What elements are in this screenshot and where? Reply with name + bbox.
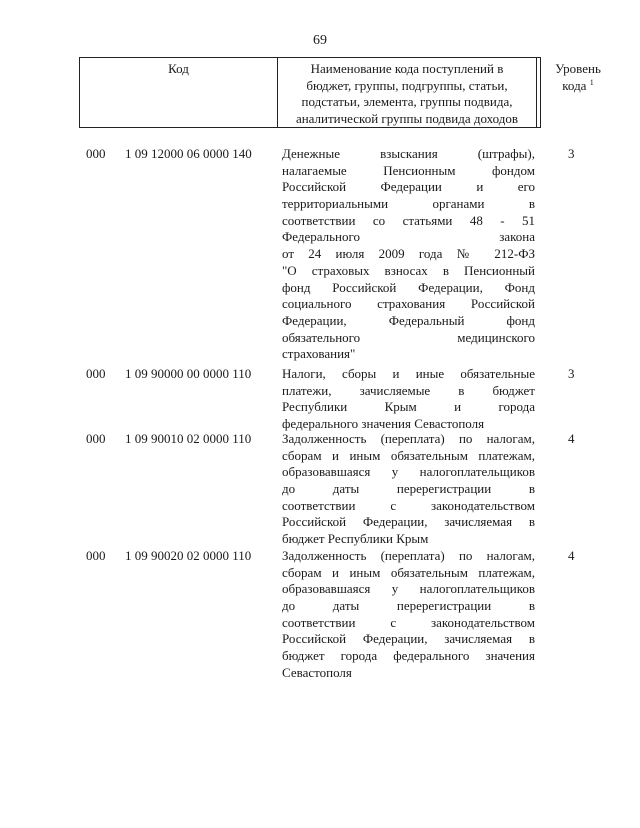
row-name (282, 548, 535, 682)
row-name-line: до даты перерегистрации в (282, 481, 535, 497)
table-header (79, 57, 601, 128)
row-prefix: 000 (86, 548, 106, 563)
row-name-line: Налоги, сборы и иные обязательные (282, 366, 535, 381)
row-code: 1 09 90020 02 0000 110 (125, 548, 252, 563)
row-name-line: сборам и иным обязательным платежам, (282, 447, 535, 463)
footnote-marker: 1 (589, 77, 594, 87)
row-name-line: Российской Федерации и его (282, 179, 535, 195)
row-name-line: Федерального закона (282, 229, 535, 245)
row-name-line: страхования" (282, 346, 356, 362)
header-code: Код (80, 58, 278, 127)
header-level-line (537, 78, 619, 95)
row-name-line: от 24 июля 2009 года № 212-ФЗ (282, 246, 535, 262)
row-level: 4 (568, 548, 575, 563)
row-level: 4 (568, 431, 575, 446)
row-name-line: сборам и иным обязательным платежам, (282, 564, 535, 580)
row-name-line: образовавшаяся у налогоплательщиков (282, 581, 535, 597)
row-name-line: бюджет Республики Крым (282, 531, 429, 547)
row-name-line: федерального значения Севастополя (282, 416, 485, 432)
row-name-line: обязательного медицинского (282, 329, 535, 345)
row-name (282, 431, 535, 548)
row-name-line: образовавшаяся у налогоплательщиков (282, 464, 535, 480)
row-name-line: платежи, зачисляемые в бюджет (282, 382, 535, 398)
row-name (282, 146, 535, 363)
header-level-text: кода (562, 77, 587, 93)
header-name-line: аналитической группы подвида доходов (295, 111, 519, 127)
header-name (278, 58, 537, 127)
row-prefix: 000 (86, 146, 106, 161)
row-prefix: 000 (86, 366, 106, 381)
row-name-line: налагаемые Пенсионным фондом (282, 162, 535, 178)
row-name-line: Республики Крым и города (282, 399, 535, 415)
row-name-line: соответствии с законодательством (282, 614, 535, 630)
row-code: 1 09 90010 02 0000 110 (125, 431, 252, 446)
row-name-line: бюджет города федерального значения (282, 648, 535, 664)
header-level (537, 58, 619, 127)
row-prefix: 000 (86, 431, 106, 446)
row-name-line: соответствии со статьями 48 - 51 (282, 212, 535, 228)
row-name-line: Задолженность (переплата) по налогам, (282, 431, 535, 446)
row-code: 1 09 12000 06 0000 140 (125, 146, 252, 161)
row-level: 3 (568, 146, 575, 161)
row-name-line: соответствии с законодательством (282, 497, 535, 513)
row-name-line: "О страховых взносах в Пенсионный (282, 262, 535, 278)
row-name-line: социального страхования Российской (282, 296, 535, 312)
row-name (282, 366, 535, 433)
page-number: 69 (313, 33, 327, 48)
row-name-line: Российской Федерации, зачисляемая в (282, 631, 535, 647)
row-level: 3 (568, 366, 575, 381)
header-name-line: подстатьи, элемента, группы подвида, (301, 94, 513, 110)
header-name-line: бюджет, группы, подгруппы, статьи, (306, 77, 508, 93)
row-name-line: Российской Федерации, зачисляемая в (282, 514, 535, 530)
row-name-line: Севастополя (282, 664, 352, 680)
row-name-line: до даты перерегистрации в (282, 598, 535, 614)
row-name-line: Задолженность (переплата) по налогам, (282, 548, 535, 563)
header-level-line: Уровень (555, 61, 601, 76)
row-name-line: Федерации, Федеральный фонд (282, 312, 535, 328)
row-name-line: фонд Российской Федерации, Фонд (282, 279, 535, 295)
row-name-line: территориальными органами в (282, 196, 535, 212)
header-name-line: Наименование кода поступлений в (310, 61, 504, 76)
row-code: 1 09 90000 00 0000 110 (125, 366, 252, 381)
row-name-line: Денежные взыскания (штрафы), (282, 146, 535, 161)
